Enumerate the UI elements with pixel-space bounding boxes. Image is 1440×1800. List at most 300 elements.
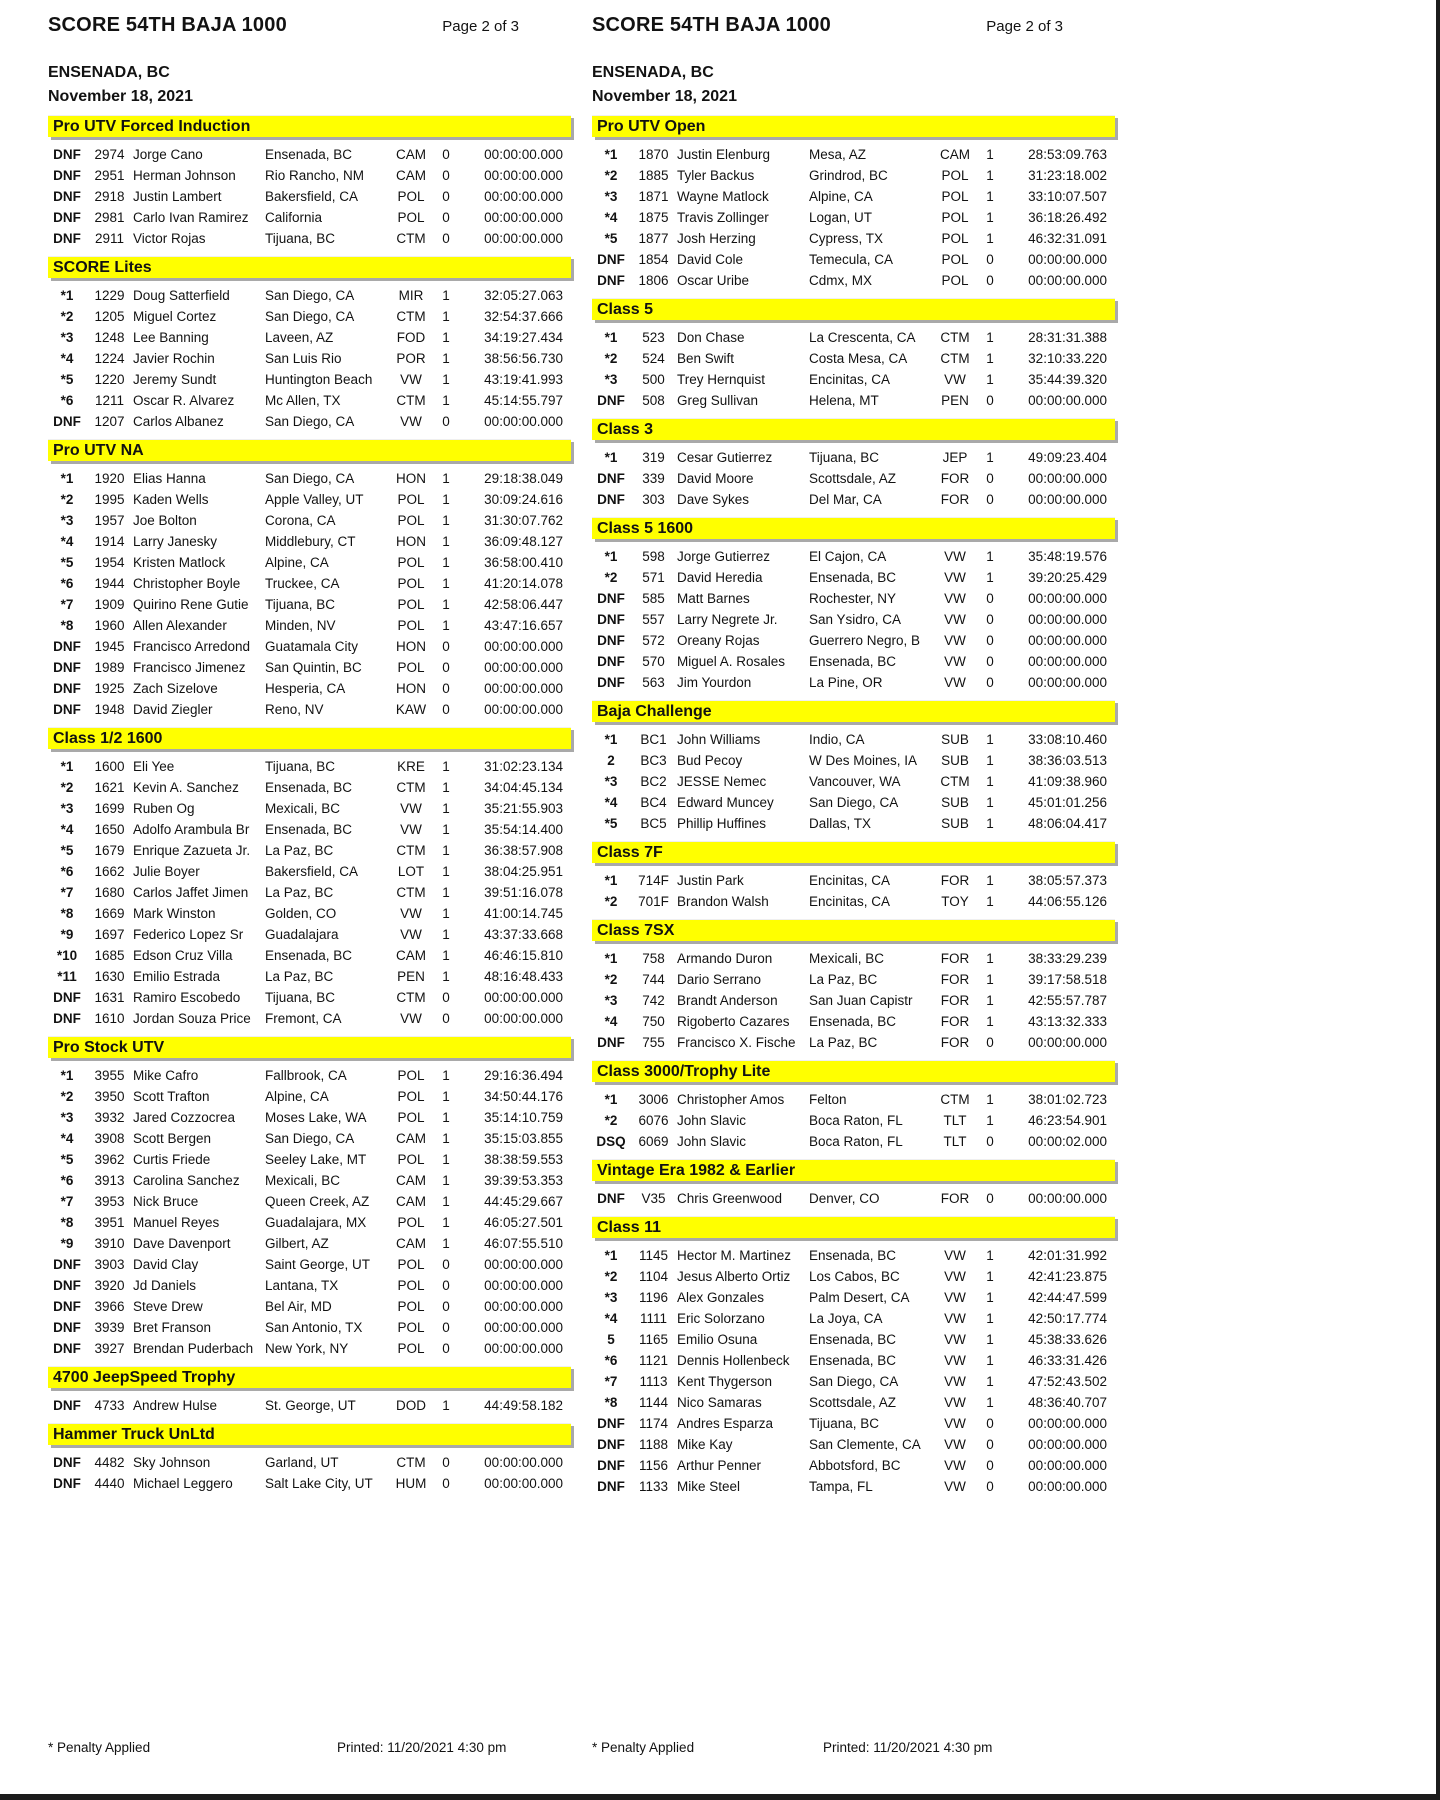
result-name: Edson Cruz Villa [133, 948, 233, 963]
result-row [592, 1245, 1115, 1266]
result-laps: 0 [986, 492, 994, 507]
result-row [48, 903, 571, 924]
result-name: Edward Muncey [677, 795, 774, 810]
result-num: 3950 [94, 1089, 125, 1104]
result-laps: 1 [986, 1290, 994, 1305]
result-name: Phillip Huffines [677, 816, 767, 831]
result-make: POL [397, 210, 425, 225]
page-header [48, 14, 571, 38]
result-name: Jordan Souza Price [133, 1011, 251, 1026]
result-time: 00:00:00.000 [484, 1341, 563, 1356]
result-time: 46:46:15.810 [484, 948, 563, 963]
result-row [48, 1317, 571, 1338]
result-rank: 5 [607, 1332, 615, 1347]
result-num: 2951 [94, 168, 125, 183]
result-num: 3966 [94, 1299, 125, 1314]
result-make: CAM [396, 168, 426, 183]
result-laps: 1 [986, 1248, 994, 1263]
result-make: VW [400, 927, 422, 942]
result-time: 00:00:00.000 [484, 1320, 563, 1335]
result-time: 00:00:00.000 [484, 210, 563, 225]
result-laps: 0 [442, 639, 450, 654]
result-name: Dario Serrano [677, 972, 762, 987]
result-rank: *2 [604, 351, 618, 366]
result-rank: *8 [60, 618, 74, 633]
result-city: Laveen, AZ [265, 330, 334, 345]
result-rank: *3 [604, 1290, 618, 1305]
result-laps: 1 [442, 1194, 450, 1209]
event-location: ENSENADA, BC [48, 64, 170, 81]
result-name: Enrique Zazueta Jr. [133, 843, 251, 858]
result-row [592, 651, 1115, 672]
result-num: 3962 [94, 1152, 125, 1167]
result-num: 1957 [94, 513, 125, 528]
result-name: Jd Daniels [133, 1278, 197, 1293]
result-rank: *2 [604, 570, 618, 585]
result-make: VW [944, 1290, 966, 1305]
result-rank: *3 [604, 774, 618, 789]
result-row [592, 1329, 1115, 1350]
result-name: Justin Elenburg [677, 147, 771, 162]
result-laps: 1 [442, 801, 450, 816]
result-make: PEN [941, 393, 969, 408]
result-num: 1885 [638, 168, 669, 183]
result-name: Kaden Wells [133, 492, 209, 507]
result-make: POR [396, 351, 426, 366]
result-num: V35 [641, 1191, 666, 1206]
result-make: JEP [942, 450, 968, 465]
result-laps: 0 [442, 990, 450, 1005]
result-rank: *4 [60, 351, 74, 366]
result-rank: *11 [57, 969, 77, 984]
result-num: 701F [638, 894, 669, 909]
result-name: Francisco X. Fische [677, 1035, 796, 1050]
result-city: Tijuana, BC [265, 231, 336, 246]
result-rank: DNF [597, 273, 625, 288]
result-time: 00:00:00.000 [1028, 492, 1107, 507]
result-row [592, 228, 1115, 249]
result-city: Vancouver, WA [809, 774, 901, 789]
result-row [48, 369, 571, 390]
result-make: POL [397, 1341, 425, 1356]
result-city: Saint George, UT [265, 1257, 371, 1272]
result-name: Scott Bergen [133, 1131, 212, 1146]
result-row [592, 1131, 1115, 1152]
result-name: Rigoberto Cazares [677, 1014, 790, 1029]
result-num: 1699 [94, 801, 125, 816]
result-city: Palm Desert, CA [809, 1290, 910, 1305]
result-make: FOR [940, 1014, 970, 1029]
result-name: Miguel A. Rosales [677, 654, 786, 669]
result-time: 28:53:09.763 [1028, 147, 1107, 162]
result-time: 35:21:55.903 [484, 801, 563, 816]
event-date: November 18, 2021 [48, 88, 193, 105]
result-make: VW [944, 1248, 966, 1263]
document-title: SCORE 54TH BAJA 1000 [48, 14, 287, 36]
result-laps: 0 [986, 612, 994, 627]
result-num: 4733 [94, 1398, 125, 1413]
result-row [592, 270, 1115, 291]
result-rank: *4 [60, 822, 74, 837]
result-time: 30:09:24.616 [484, 492, 563, 507]
result-rank: *2 [60, 309, 74, 324]
result-row [592, 327, 1115, 348]
result-laps: 0 [986, 654, 994, 669]
result-row [592, 990, 1115, 1011]
result-row [48, 594, 571, 615]
result-row [592, 348, 1115, 369]
result-name: Carlo Ivan Ramirez [133, 210, 249, 225]
result-make: CAM [396, 1236, 426, 1251]
result-laps: 1 [986, 189, 994, 204]
result-city: Ensenada, BC [809, 1353, 897, 1368]
result-time: 34:19:27.434 [484, 330, 563, 345]
result-make: CTM [396, 309, 426, 324]
page-header [592, 14, 1115, 38]
result-time: 43:47:16.657 [484, 618, 563, 633]
result-row [592, 948, 1115, 969]
result-laps: 1 [986, 1353, 994, 1368]
result-row [592, 390, 1115, 411]
result-laps: 0 [986, 591, 994, 606]
result-name: Ramiro Escobedo [133, 990, 241, 1005]
result-city: Encinitas, CA [809, 372, 891, 387]
result-time: 36:18:26.492 [1028, 210, 1107, 225]
section-header: Pro Stock UTV [48, 1036, 571, 1058]
result-row [592, 729, 1115, 750]
result-make: FOR [940, 492, 970, 507]
result-city: Logan, UT [809, 210, 873, 225]
result-num: BC3 [640, 753, 667, 768]
result-name: Justin Park [677, 873, 744, 888]
result-rank: *2 [604, 972, 618, 987]
result-name: Javier Rochin [133, 351, 215, 366]
result-num: 2974 [94, 147, 125, 162]
result-city: San Diego, CA [809, 795, 899, 810]
result-make: POL [397, 660, 425, 675]
result-laps: 1 [986, 210, 994, 225]
result-num: 1229 [94, 288, 125, 303]
result-city: San Diego, CA [265, 414, 355, 429]
result-make: TLT [943, 1113, 967, 1128]
result-row [48, 390, 571, 411]
result-num: 1945 [94, 639, 125, 654]
result-make: POL [397, 576, 425, 591]
result-city: Guadalajara, MX [265, 1215, 367, 1230]
result-laps: 1 [442, 330, 450, 345]
result-city: Fallbrook, CA [265, 1068, 347, 1083]
result-name: David Clay [133, 1257, 199, 1272]
result-city: San Diego, CA [265, 1131, 355, 1146]
result-make: VW [944, 1311, 966, 1326]
result-laps: 1 [442, 372, 450, 387]
result-time: 39:20:25.429 [1028, 570, 1107, 585]
result-city: Truckee, CA [265, 576, 340, 591]
result-city: Rio Rancho, NM [265, 168, 365, 183]
result-rank: *1 [604, 732, 618, 747]
result-name: Jeremy Sundt [133, 372, 217, 387]
result-city: Golden, CO [265, 906, 337, 921]
result-time: 42:01:31.992 [1028, 1248, 1107, 1263]
result-city: Grindrod, BC [809, 168, 888, 183]
result-num: 585 [642, 591, 665, 606]
result-city: Hesperia, CA [265, 681, 346, 696]
result-num: 1685 [94, 948, 125, 963]
result-laps: 0 [986, 1437, 994, 1452]
result-row [592, 630, 1115, 651]
result-rank: DNF [53, 660, 81, 675]
result-city: La Paz, BC [265, 885, 334, 900]
result-city: Ensenada, BC [809, 654, 897, 669]
page-indicator: Page 2 of 3 [442, 18, 519, 35]
result-city: W Des Moines, IA [809, 753, 918, 768]
result-time: 35:48:19.576 [1028, 549, 1107, 564]
result-time: 46:23:54.901 [1028, 1113, 1107, 1128]
result-name: Mark Winston [133, 906, 216, 921]
result-make: POL [397, 1257, 425, 1272]
result-num: BC4 [640, 795, 667, 810]
result-rank: *8 [60, 906, 74, 921]
result-time: 38:56:56.730 [484, 351, 563, 366]
result-num: 523 [642, 330, 665, 345]
printed-timestamp: Printed: 11/20/2021 4:30 pm [823, 1740, 993, 1755]
result-row [592, 1266, 1115, 1287]
result-row [48, 924, 571, 945]
result-rank: DNF [53, 1257, 81, 1272]
result-row [592, 1413, 1115, 1434]
result-row [48, 657, 571, 678]
result-rank: DNF [53, 147, 81, 162]
result-make: POL [397, 618, 425, 633]
result-rank: *1 [60, 759, 74, 774]
result-city: Boca Raton, FL [809, 1134, 903, 1149]
result-laps: 0 [986, 1416, 994, 1431]
result-row [48, 1296, 571, 1317]
result-row [592, 771, 1115, 792]
result-laps: 1 [986, 1311, 994, 1326]
result-name: Arthur Penner [677, 1458, 762, 1473]
result-num: 1600 [94, 759, 125, 774]
result-laps: 1 [442, 780, 450, 795]
result-time: 00:00:00.000 [484, 990, 563, 1005]
result-row [592, 1011, 1115, 1032]
result-rank: DNF [53, 1320, 81, 1335]
result-row [48, 1065, 571, 1086]
result-city: San Luis Rio [265, 351, 342, 366]
result-name: David Heredia [677, 570, 763, 585]
result-make: CTM [396, 231, 426, 246]
result-laps: 1 [442, 309, 450, 324]
result-laps: 0 [442, 681, 450, 696]
result-name: Lee Banning [133, 330, 209, 345]
result-rank: *3 [60, 1110, 74, 1125]
result-row [48, 186, 571, 207]
result-city: Bel Air, MD [265, 1299, 332, 1314]
result-row [592, 672, 1115, 693]
result-name: Brandt Anderson [677, 993, 778, 1008]
result-city: Del Mar, CA [809, 492, 882, 507]
result-laps: 0 [986, 1035, 994, 1050]
result-name: Dave Davenport [133, 1236, 231, 1251]
result-laps: 0 [442, 1299, 450, 1314]
result-rank: *4 [60, 534, 74, 549]
result-row [48, 468, 571, 489]
result-name: Mike Kay [677, 1437, 733, 1452]
result-num: 1248 [94, 330, 125, 345]
result-rank: *6 [60, 576, 74, 591]
result-laps: 0 [442, 1320, 450, 1335]
event-location: ENSENADA, BC [592, 64, 714, 81]
result-num: 1121 [638, 1353, 669, 1368]
result-laps: 0 [986, 1458, 994, 1473]
result-rank: DNF [597, 633, 625, 648]
result-laps: 1 [442, 576, 450, 591]
result-name: Andres Esparza [677, 1416, 774, 1431]
result-make: POL [397, 492, 425, 507]
result-laps: 0 [442, 1476, 450, 1491]
result-make: CAM [396, 147, 426, 162]
result-row [592, 1188, 1115, 1209]
result-rank: *4 [604, 795, 618, 810]
printed-timestamp: Printed: 11/20/2021 4:30 pm [337, 1740, 507, 1755]
result-name: Doug Satterfield [133, 288, 230, 303]
result-num: 1680 [94, 885, 125, 900]
result-city: Ensenada, BC [809, 1014, 897, 1029]
result-time: 29:16:36.494 [484, 1068, 563, 1083]
result-num: 3910 [94, 1236, 125, 1251]
result-name: Scott Trafton [133, 1089, 210, 1104]
result-name: Nick Bruce [133, 1194, 199, 1209]
result-name: David Cole [677, 252, 744, 267]
result-rank: *2 [60, 780, 74, 795]
result-row [592, 870, 1115, 891]
scan-edge-bottom [0, 1794, 1440, 1800]
result-city: San Juan Capistr [809, 993, 913, 1008]
result-city: Cdmx, MX [809, 273, 873, 288]
result-rank: *3 [604, 189, 618, 204]
result-rank: *6 [60, 393, 74, 408]
result-time: 38:05:57.373 [1028, 873, 1107, 888]
result-time: 00:00:00.000 [484, 1257, 563, 1272]
result-laps: 1 [442, 597, 450, 612]
result-make: VW [944, 654, 966, 669]
result-time: 34:50:44.176 [484, 1089, 563, 1104]
result-row [48, 1008, 571, 1029]
result-num: 303 [642, 492, 665, 507]
result-time: 42:41:23.875 [1028, 1269, 1107, 1284]
result-laps: 1 [442, 393, 450, 408]
result-make: POL [397, 189, 425, 204]
result-row [48, 1086, 571, 1107]
result-make: FOR [940, 471, 970, 486]
result-row [48, 636, 571, 657]
section-header: Class 7F [592, 841, 1115, 863]
result-laps: 1 [442, 492, 450, 507]
result-row [592, 249, 1115, 270]
result-name: Bret Franson [133, 1320, 212, 1335]
result-laps: 1 [986, 231, 994, 246]
result-num: BC5 [640, 816, 667, 831]
result-num: 1875 [638, 210, 669, 225]
result-name: Trey Hernquist [677, 372, 766, 387]
result-make: VW [944, 549, 966, 564]
result-city: Denver, CO [809, 1191, 880, 1206]
result-laps: 1 [442, 351, 450, 366]
result-rank: *4 [604, 1014, 618, 1029]
result-time: 43:37:33.668 [484, 927, 563, 942]
result-time: 28:31:31.388 [1028, 330, 1107, 345]
result-time: 45:38:33.626 [1028, 1332, 1107, 1347]
section-header: Pro UTV NA [48, 439, 571, 461]
result-time: 00:00:00.000 [1028, 1479, 1107, 1494]
result-city: Mesa, AZ [809, 147, 867, 162]
result-city: Los Cabos, BC [809, 1269, 900, 1284]
result-num: 1165 [638, 1332, 669, 1347]
result-rank: *7 [60, 885, 74, 900]
result-row [592, 969, 1115, 990]
result-city: La Pine, OR [809, 675, 883, 690]
result-rank: *3 [604, 993, 618, 1008]
result-laps: 1 [442, 1131, 450, 1146]
result-num: 1145 [638, 1248, 669, 1263]
result-name: Don Chase [677, 330, 745, 345]
result-num: 3932 [94, 1110, 125, 1125]
result-num: 1104 [638, 1269, 669, 1284]
result-num: 1854 [638, 252, 669, 267]
result-laps: 1 [986, 774, 994, 789]
result-make: VW [944, 1458, 966, 1473]
result-make: HON [396, 639, 426, 654]
result-num: 1207 [94, 414, 125, 429]
result-make: CTM [396, 780, 426, 795]
result-time: 49:09:23.404 [1028, 450, 1107, 465]
result-rank: DNF [597, 654, 625, 669]
result-row [48, 966, 571, 987]
result-time: 43:19:41.993 [484, 372, 563, 387]
result-city: Corona, CA [265, 513, 336, 528]
result-name: Oscar R. Alvarez [133, 393, 235, 408]
result-city: Salt Lake City, UT [265, 1476, 373, 1491]
result-make: SUB [941, 753, 969, 768]
result-make: POL [397, 1089, 425, 1104]
result-rank: DNF [53, 1278, 81, 1293]
result-time: 00:00:02.000 [1028, 1134, 1107, 1149]
result-time: 29:18:38.049 [484, 471, 563, 486]
result-make: VW [944, 1332, 966, 1347]
result-rank: DNF [597, 1035, 625, 1050]
result-laps: 1 [442, 288, 450, 303]
result-city: Ensenada, BC [809, 1248, 897, 1263]
result-name: Francisco Arredond [133, 639, 251, 654]
result-city: Seeley Lake, MT [265, 1152, 367, 1167]
event-date: November 18, 2021 [592, 88, 737, 105]
result-make: VW [400, 372, 422, 387]
result-city: La Joya, CA [809, 1311, 883, 1326]
result-rank: DNF [53, 1341, 81, 1356]
result-time: 39:51:16.078 [484, 885, 563, 900]
result-time: 00:00:00.000 [1028, 1437, 1107, 1452]
result-row [592, 468, 1115, 489]
result-num: 1960 [94, 618, 125, 633]
result-name: Dave Sykes [677, 492, 750, 507]
result-num: 1662 [94, 864, 125, 879]
result-laps: 1 [986, 894, 994, 909]
result-city: La Paz, BC [265, 843, 334, 858]
result-laps: 1 [986, 1269, 994, 1284]
penalty-note: * Penalty Applied [48, 1740, 151, 1755]
result-name: Brandon Walsh [677, 894, 769, 909]
result-rank: *5 [604, 231, 618, 246]
